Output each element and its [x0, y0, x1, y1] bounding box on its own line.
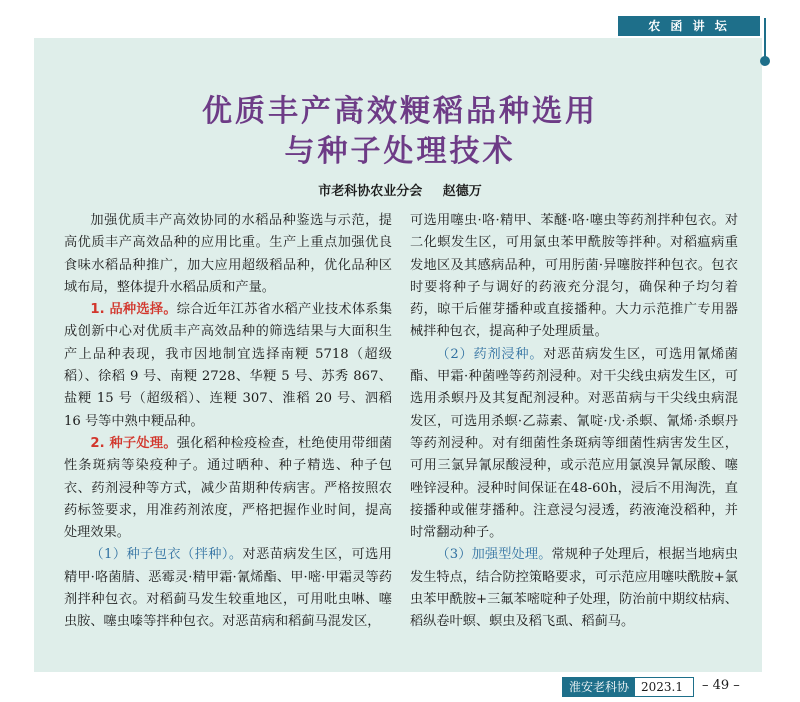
subsection-heading: （1）种子包衣（拌种）。	[90, 547, 243, 563]
footer-magazine-name: 淮安老科协	[563, 678, 635, 696]
byline	[0, 180, 800, 199]
intro-paragraph: 加强优质丰产高效协同的水稻品种鉴选与示范，提高优质丰产高效品种的应用比重。生产上重点加强优良食味水稻品种推广，加大应用超级稻品种，优化品种区域布局，整体提升水稻品质和产量。	[64, 213, 392, 295]
subsection-seed-coating	[64, 544, 392, 633]
section-heading: 2. 种子处理。	[90, 435, 177, 451]
subsection-body: 对恶苗病发生区，可选用氰烯菌酯、甲霜·种菌唑等药剂浸种。对干尖线虫病发生区，可选用杀螟丹及其复配剂浸种。对恶苗病与干尖线虫病混发区，可选用杀螟·乙蒜素、氰啶·戊·杀螟、氰烯·杀螟丹等药剂浸种。对有细菌性条斑病等细菌性病害发生区，可用三氯异氰尿酸浸种，或示范应用氯溴异氰尿酸、噻唑锌浸种。浸种时间保证在48-60h，浸后不用淘洗，直接播种或催芽播种。注意浸匀浸透，药液淹没稻种，并时常翻动种子。	[410, 346, 738, 541]
subsection-enhanced-treatment	[410, 544, 738, 633]
page-number: – 49 –	[702, 678, 740, 693]
footer-issue-year: 2023.1	[641, 680, 684, 694]
subsection-heading: （2）药剂浸种。	[436, 346, 544, 362]
article-title-line1: 优质丰产高效粳稻品种选用	[202, 94, 598, 129]
corner-frame-line	[764, 18, 766, 60]
subsection-body: 对恶苗病发生区，可选用精甲·咯菌腈、恶霉灵·精甲霜·氰烯酯、甲·嘧·甲霜灵等药剂拌种包衣。对稻蓟马发生较重地区，可用吡虫啉、噻虫胺、噻虫嗪等拌种包衣。对恶苗病和稻蓟马混发区，	[64, 547, 392, 630]
byline-org: 市老科协农业分会	[318, 184, 423, 199]
section-body: 综合近年江苏省水稻产业技术体系集成创新中心对优质丰产高效品种的筛选结果与大面积生产上品种表现，我市因地制宜选择南粳 5718（超级稻）、徐稻 9 号、南粳 2728、华粳 5 号、苏秀 867、盐粳 15 号（超级稻）、连粳 307、淮稻 20 号、泗稻 16 号等中熟中粳品种。	[64, 302, 393, 429]
article-title-line2: 与种子处理技术	[284, 134, 516, 169]
section-variety-selection	[64, 299, 392, 433]
subsection-heading: （3）加强型处理。	[436, 547, 552, 563]
column-tag: 农 函 讲 坛	[618, 16, 760, 36]
continued-paragraph: 可选用噻虫·咯·精甲、苯醚·咯·噻虫等药剂拌种包衣。对二化螟发生区，可用氯虫苯甲酰胺等拌种。对稻瘟病重发地区及其感病品种，可用肟菌·异噻胺拌种包衣。包衣时要将种子与调好的药液充分混匀，确保种子均匀着药，晾干后催芽播种或直接播种。大力示范推广专用器械拌种包衣，提高种子处理质量。	[410, 213, 738, 340]
section-body: 强化稻种检疫检查，杜绝使用带细菌性条斑病等染疫种子。通过晒种、种子精选、种子包衣、药剂浸种等方式，减少苗期种传病害。严格按照农药标签要求，用准药剂浓度，严格把握作业时间，提高处理效果。	[64, 435, 393, 541]
section-seed-treatment	[64, 433, 392, 544]
subsection-body: 常规种子处理后，根据当地病虫发生特点，结合防控策略要求，可示范应用噻呋酰胺+氯虫苯甲酰胺+三氟苯嘧啶种子处理，防治前中期纹枯病、稻纵卷叶螟、螟虫及稻飞虱、稻蓟马。	[410, 547, 738, 630]
section-heading: 1. 品种选择。	[90, 302, 177, 318]
byline-author: 赵德万	[442, 184, 482, 199]
corner-frame-dot	[760, 56, 770, 66]
left-column	[64, 210, 392, 634]
subsection-seed-soaking	[410, 344, 738, 545]
right-column	[410, 210, 738, 634]
footer-magazine-box	[562, 677, 694, 697]
